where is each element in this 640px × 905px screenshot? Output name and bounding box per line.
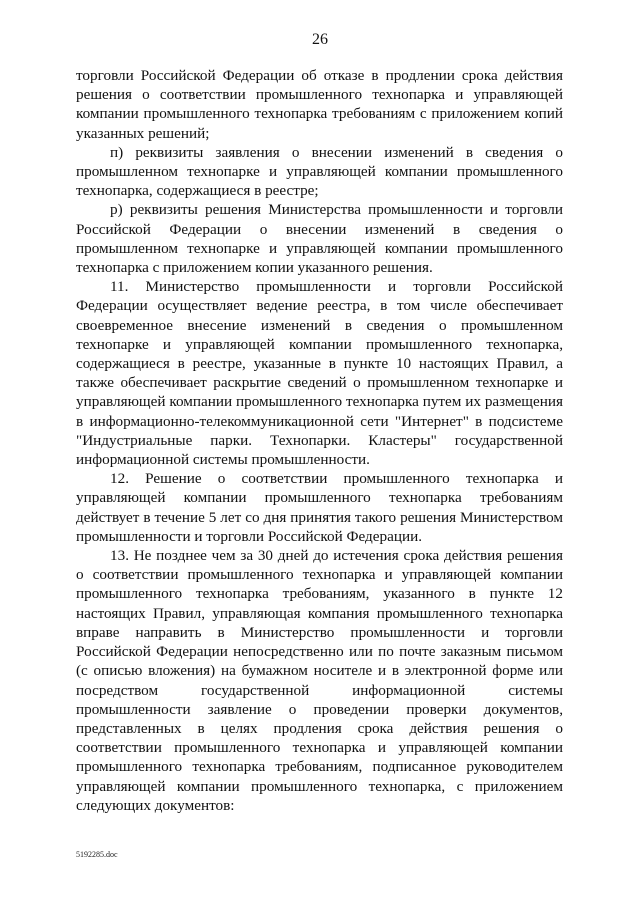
paragraph-continuation: торговли Российской Федерации об отказе в продлении срока действия решения о соответствии промышленного технопарка и управляющей компании промышленного технопарка требованиям с приложением копий указанных решений; <box>76 67 563 142</box>
paragraph-clause-12: 12. Решение о соответствии промышленного технопарка и управляющей компании промышленного технопарка требованиям действует в течение 5 лет со дня принятия такого решения Министерством промышленности и торговли Российской Федерации. <box>76 470 563 545</box>
document-body <box>76 66 563 815</box>
paragraph-item-r: р) реквизиты решения Министерства промышленности и торговли Российской Федерации о внесении изменений в сведения о промышленном технопарке и управляющей компании промышленного технопарка с приложением копии указанного решения. <box>76 201 563 277</box>
paragraph-clause-11: 11. Министерство промышленности и торговли Российской Федерации осуществляет ведение реестра, в том числе обеспечивает своевременное внесение изменений в сведения о промышленном технопарке и управляющей компании промышленного технопарка, содержащиеся в реестре, указанные в пункте 10 настоящих Правил, а также обеспечивает раскрытие сведений о промышленном технопарке и управляющей компании промышленного технопарка путем их размещения в информационно-телекоммуникационной сети "Интернет" в подсистеме "Индустриальные парки. Технопарки. Кластеры" государственной информационной системы промышленности. <box>76 278 563 469</box>
file-footer: 5192285.doc <box>76 850 118 859</box>
paragraph-item-p: п) реквизиты заявления о внесении изменений в сведения о промышленном технопарке и управляющей компании промышленного технопарка, содержащиеся в реестре; <box>76 143 563 200</box>
paragraph-clause-13: 13. Не позднее чем за 30 дней до истечения срока действия решения о соответствии промышленного технопарка и управляющей компании промышленного технопарка требованиям, указанного в пункте 12 настоящих Правил, управляющая компания промышленного технопарка вправе направить в Министерство промышленности и торговли Российской Федерации непосредственно или по почте заказным письмом (с описью вложения) на бумажном носителе и в электронной форме или посредством государственной информационной системы промышленности заявление о проведении проверки документов, представленных в целях продления срока действия решения о соответствии промышленного технопарка и управляющей компании промышленного технопарка требованиям, подписанное руководителем управляющей компании промышленного технопарка, с приложением следующих документов: <box>76 547 563 814</box>
page-number: 26 <box>312 31 328 48</box>
